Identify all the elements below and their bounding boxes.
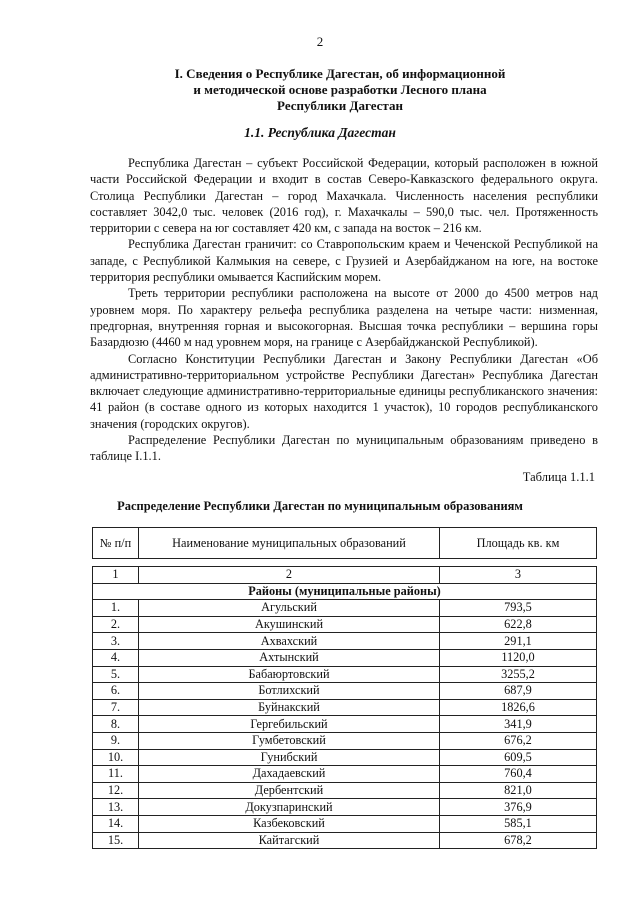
paragraph: Распределение Республики Дагестан по муниципальным образованиям приведено в таблице I.1.1. [90,433,598,464]
row-name-cell: Дахадаевский [139,766,440,783]
row-number-cell: 9. [93,732,139,749]
row-number-cell: 14. [93,815,139,832]
row-name-cell: Кайтагский [139,832,440,849]
header-cell-number: № п/п [93,528,139,559]
row-number-cell: 15. [93,832,139,849]
row-area-cell: 609,5 [440,749,597,766]
table-row [93,633,597,650]
row-name-cell: Ахтынский [139,649,440,666]
row-number-cell: 8. [93,716,139,733]
row-area-cell: 676,2 [440,732,597,749]
table-row [93,749,597,766]
table-row [93,799,597,816]
row-area-cell: 341,9 [440,716,597,733]
table-row [93,766,597,783]
table-row [93,782,597,799]
table-row [93,666,597,683]
row-area-cell: 585,1 [440,815,597,832]
column-number-row [93,567,597,584]
table-row [93,832,597,849]
column-number-cell: 3 [440,567,597,584]
row-area-cell: 821,0 [440,782,597,799]
subsection-heading: 1.1. Республика Дагестан [244,125,396,140]
column-number-cell: 1 [93,567,139,584]
row-name-cell: Гергебильский [139,716,440,733]
row-number-cell: 13. [93,799,139,816]
table-row [93,732,597,749]
table-row [93,699,597,716]
row-area-cell: 1826,6 [440,699,597,716]
row-name-cell: Докузпаринский [139,799,440,816]
row-name-cell: Ботлихский [139,683,440,700]
row-number-cell: 5. [93,666,139,683]
header-cell-name: Наименование муниципальных образований [139,528,440,559]
row-area-cell: 793,5 [440,600,597,617]
table-row [93,815,597,832]
section-heading [100,66,580,114]
row-name-cell: Гумбетовский [139,732,440,749]
table-row [93,649,597,666]
body-text [90,155,598,465]
row-number-cell: 3. [93,633,139,650]
row-name-cell: Ахвахский [139,633,440,650]
paragraph: Республика Дагестан – субъект Российской Федерации, который расположен в южной части Российской Федерации и входит в состав Северо-Кавказского федерального округа. Столица Республики Дагестан – город Махачкала. Численность населения республики составляет 3042,0 тыс. человек (2016 год), г. Махачкалы – 590,0 тыс. чел. Протяженность территории с севера на юг составляет 420 км, с запада на восток – 216 км. [90,156,598,236]
municipal-table [92,527,597,849]
row-name-cell: Гунибский [139,749,440,766]
section-heading-line: и методической основе разработки Лесного плана [193,82,487,97]
row-number-cell: 10. [93,749,139,766]
row-name-cell: Агульский [139,600,440,617]
table-section-row [93,583,597,600]
paragraph: Треть территории республики расположена на высоте от 2000 до 4500 метров над уровнем моря. По характеру рельефа республика разделена на четыре части: низменная, предгорная, внутренняя горная и высокогорная. Высшая точка республики – вершина горы Базардюзю (4460 м над уровнем моря, на границе с Азербайджанской Республикой). [90,286,598,350]
row-area-cell: 760,4 [440,766,597,783]
table-spacer-row [93,559,597,567]
table-caption: Таблица 1.1.1 [522,470,595,484]
row-name-cell: Буйнакский [139,699,440,716]
table-header-row [93,528,597,559]
table-row [93,716,597,733]
row-area-cell: 291,1 [440,633,597,650]
row-number-cell: 11. [93,766,139,783]
table-row [93,683,597,700]
paragraph: Согласно Конституции Республики Дагестан и Закону Республики Дагестан «Об административно-территориальном устройстве Республики Дагестан» Республика Дагестан включает следующие административно-территориальные единицы республиканского значения: 41 район (в составе одного из которых находится 1 участок), 10 городов республиканского значения (городских округов). [90,351,598,431]
row-area-cell: 1120,0 [440,649,597,666]
row-number-cell: 12. [93,782,139,799]
row-name-cell: Казбековский [139,815,440,832]
section-heading-line: I. Сведения о Республике Дагестан, об информационной [174,66,506,81]
table-title: Распределение Республики Дагестан по муниципальным образованиям [117,499,523,513]
row-name-cell: Дербентский [139,782,440,799]
row-number-cell: 2. [93,616,139,633]
row-number-cell: 7. [93,699,139,716]
row-number-cell: 6. [93,683,139,700]
paragraph: Республика Дагестан граничит: со Ставропольским краем и Чеченской Республикой на западе, с Республикой Калмыкия на севере, с Грузией и Азербайджаном на юге, на востоке территория республики омывается Каспийским морем. [90,237,598,285]
section-title-cell: Районы (муниципальные районы) [93,583,597,600]
row-area-cell: 3255,2 [440,666,597,683]
row-number-cell: 4. [93,649,139,666]
column-number-cell: 2 [139,567,440,584]
page-number: 2 [316,34,324,49]
table-row [93,616,597,633]
row-area-cell: 376,9 [440,799,597,816]
header-cell-area: Площадь кв. км [440,528,597,559]
row-name-cell: Акушинский [139,616,440,633]
row-area-cell: 687,9 [440,683,597,700]
section-heading-line: Республики Дагестан [277,98,403,113]
row-name-cell: Бабаюртовский [139,666,440,683]
table-row [93,600,597,617]
row-number-cell: 1. [93,600,139,617]
row-area-cell: 678,2 [440,832,597,849]
row-area-cell: 622,8 [440,616,597,633]
